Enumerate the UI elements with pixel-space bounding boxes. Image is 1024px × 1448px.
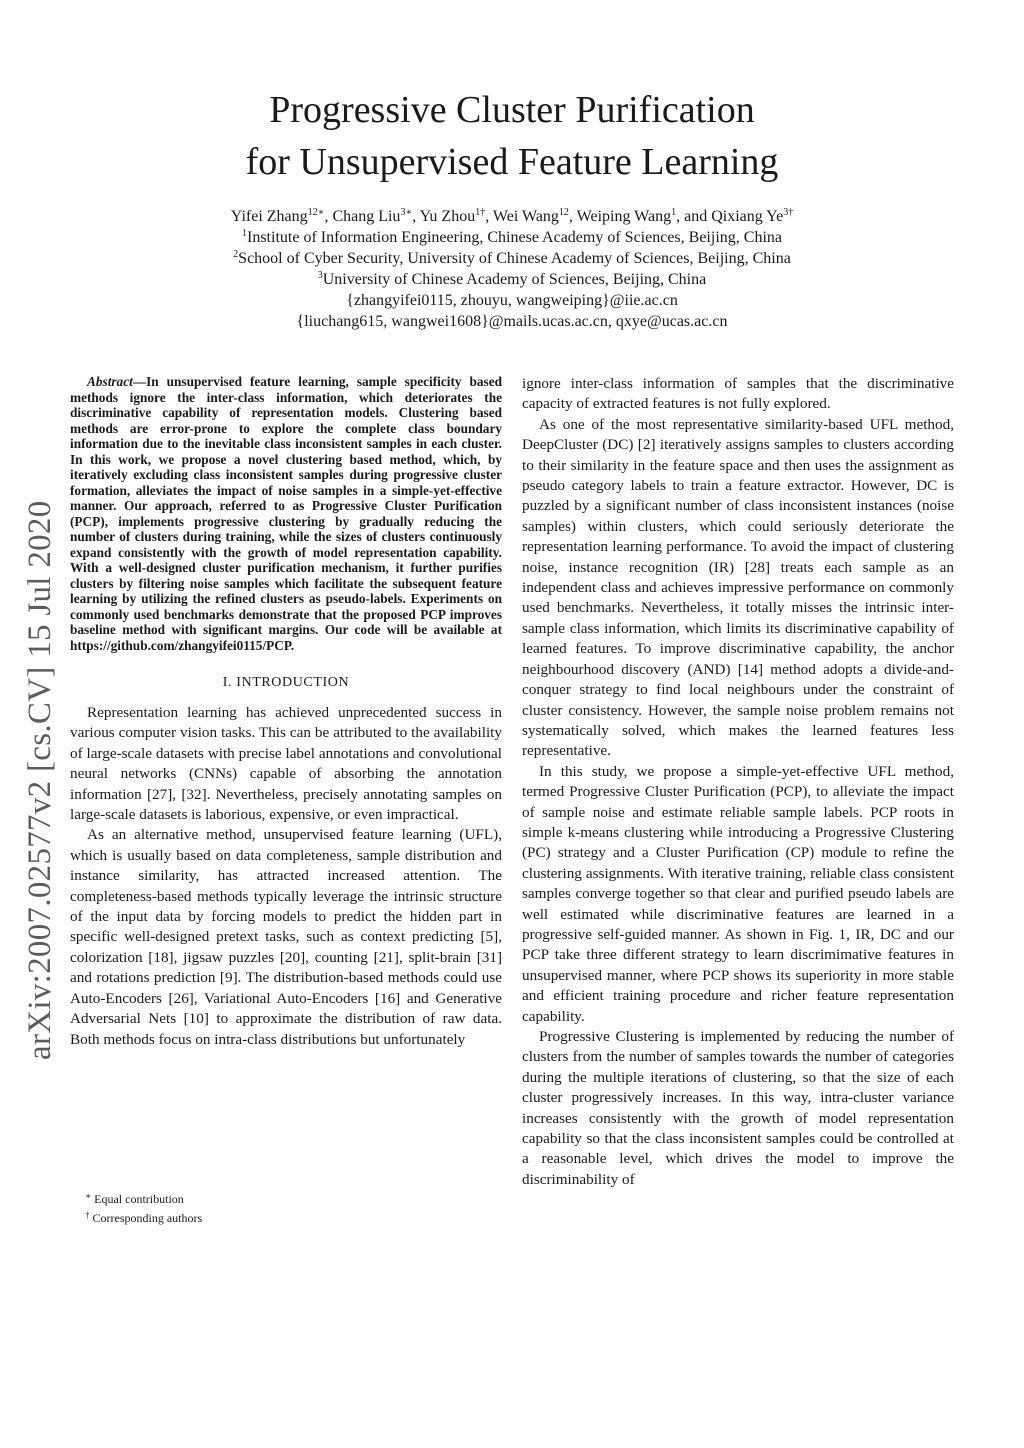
author-block (0, 206, 1024, 332)
body-paragraph: As an alternative method, unsupervised feature learning (UFL), which is usually based on data completeness, sample distribution and instance similarity, has attracted increased attention. The completeness-based methods typically leverage the intrinsic structure of the input data by forcing models to predict the hidden part in specific well-designed pretext tasks, such as context predicting [5], colorization [18], jigsaw puzzles [20], counting [21], split-brain [31] and rotations prediction [9]. The distribution-based methods could use Auto-Encoders [26], Variational Auto-Encoders [16] and Generative Adversarial Nets [10] to approximate the distribution of raw data. Both methods focus on intra-class distributions but unfortunately (70, 826, 502, 1048)
footnotes (85, 1188, 202, 1226)
right-column (522, 374, 954, 1190)
abstract-label: Abstract (87, 374, 133, 389)
title-line-2: for Unsupervised Feature Learning (245, 141, 779, 183)
footnote: ∗ Equal contribution (85, 1191, 184, 1206)
affiliation-line: $^2$School of Cyber Security, University of Chinese Academy of Sciences, Beijing, China (233, 249, 791, 267)
email-line: {zhangyifei0115, zhouyu, wangweiping}@iie.ac.cn (346, 292, 678, 309)
arxiv-identifier: arXiv:2007.02577v2 [cs.CV] 15 Jul 2020 (22, 500, 58, 1060)
body-paragraph: Representation learning has achieved unprecedented success in various computer vision tasks. This can be attributed to the availability of large-scale datasets with precise label annotations and convolutional neural networks (CNNs) capable of absorbing the annotation information [27], [32]. Nevertheless, precisely annotating samples on large-scale datasets is laborious, expensive, or even impractical. (70, 704, 502, 824)
abstract-text: —In unsupervised feature learning, sample specificity based methods ignore the inter-class information, which deteriorates the discriminative capability of representation models. Clustering based methods are error-prone to explore the complete class boundary information due to the inevitable class inconsistent samples in each cluster. In this work, we propose a novel clustering based method, which, by iteratively excluding class inconsistent samples during progressive cluster formation, alleviates the impact of noise samples in a simple-yet-effective manner. Our approach, referred to as Progressive Cluster Purification (PCP), implements progressive clustering by gradually reducing the number of clusters during training, while the sizes of clusters continuously expand consistently with the growth of model representation capability. With a well-designed cluster purification mechanism, it further purifies clusters by filtering noise samples which facilitate the subsequent feature learning by utilizing the refined clusters as pseudo-labels. Experiments on commonly used benchmarks demonstrate that the proposed PCP improves baseline method with significant margins. Our code will be available at https://github.com/zhangyifei0115/PCP. (70, 374, 502, 653)
title-line-1: Progressive Cluster Purification (269, 89, 755, 131)
author-entry: Wei Wang$^{12}$, (492, 207, 577, 225)
affiliation-line: $^1$Institute of Information Engineering, Chinese Academy of Sciences, Beijing, China (242, 228, 782, 246)
author-entry: Chang Liu$^{3∗}$, (332, 207, 420, 225)
abstract (70, 374, 502, 653)
author-entry: Yu Zhou$^{1\dagger}$, (419, 207, 493, 225)
paper-title (0, 84, 1024, 188)
footnote: † Corresponding authors (85, 1210, 203, 1225)
author-entry: Weiping Wang$^1$, and (576, 207, 712, 225)
body-paragraph: Progressive Clustering is implemented by reducing the number of clusters from the number of samples towards the number of categories during the multiple iterations of clustering, so that the size of each cluster progressively increases. In this way, intra-cluster variance increases consistently with the growth of model representation capability so that the class inconsistent samples could be controlled at a reasonable level, which drives the model to improve the discriminability of (522, 1028, 954, 1188)
section-heading-introduction: I. INTRODUCTION (222, 675, 350, 690)
left-column (70, 374, 502, 1050)
author-entry: Yifei Zhang$^{12∗}$, (230, 207, 333, 225)
author-entry: Qixiang $Ye^{3\dagger}$ (711, 207, 794, 225)
body-paragraph: As one of the most representative similarity-based UFL method, DeepCluster (DC) [2] iteratively assigns samples to clusters according to their similarity in the feature space and then uses the assignment as pseudo category labels to train a feature extractor. However, DC is puzzled by a significant number of class inconsistent instances (noise samples) within clusters, which could seriously deteriorate the representation learning performance. To avoid the impact of clustering noise, instance recognition (IR) [28] treats each sample as an independent class and achieves impressive performance on commonly used benchmarks. Nevertheless, it totally misses the intrinsic inter-sample class information, which limits its discriminative capability of learned features. To improve discriminative capability, the anchor neighbourhood discovery (AND) [14] method adopts a divide-and-conquer strategy to find local neighbours under the constraint of cluster consistency. However, the sample noise problem remains not systematically solved, which makes the learned features less representative. (522, 415, 954, 760)
affiliation-line: $^3$University of Chinese Academy of Sciences, Beijing, China (317, 270, 707, 288)
email-line: {liuchang615, wangwei1608}@mails.ucas.ac.cn, qxye@ucas.ac.cn (296, 313, 728, 330)
author-list (0, 206, 1024, 227)
body-paragraph: ignore inter-class information of samples that the discriminative capacity of extracted features is not fully explored. (522, 375, 954, 413)
body-paragraph: In this study, we propose a simple-yet-effective UFL method, termed Progressive Cluster Purification (PCP), to alleviate the impact of sample noise and estimate reliable sample labels. PCP roots in simple k-means clustering while introducing a Progressive Clustering (PC) strategy and a Cluster Purification (CP) module to refine the clustering assignments. With iterative training, reliable class consistent samples converge together so that clear and purified pseudo labels are well estimated while discriminative features are learned in a progressive self-guided manner. As shown in Fig. 1, IR, DC and our PCP take three different strategy to learn discrimimative features in unsupervised manner, where PCP shows its superiority in more stable and efficient training procedure and richer feature representation capability. (522, 762, 954, 1025)
